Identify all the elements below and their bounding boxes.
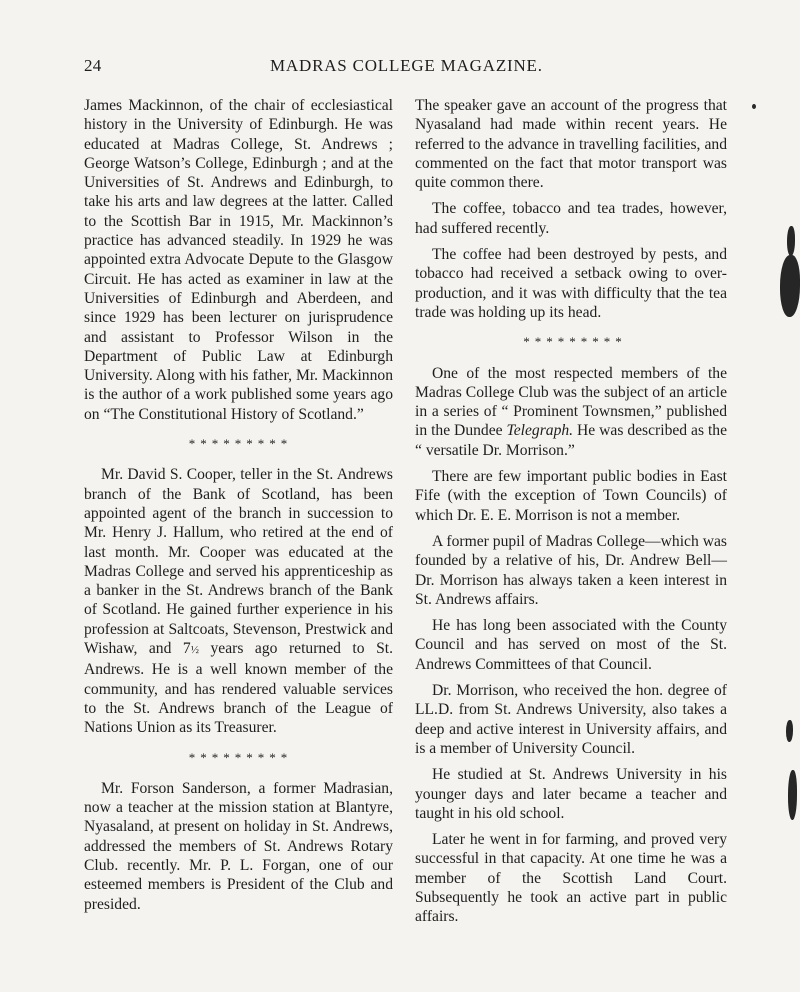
left-column bbox=[84, 96, 393, 914]
page-number: 24 bbox=[84, 56, 102, 75]
running-title: MADRAS COLLEGE MAGAZINE. bbox=[270, 56, 543, 75]
sanderson-paragraph: Mr. Forson Sanderson, a former Madrasian, now a teacher at the mission station at Blantyre, Nyasaland, at present on holiday in St. Andrews, addressed the members of St. Andrews Rotary Club. recently. Mr. P. L. Forgan, one of our esteemed members is President of the Club and presided. bbox=[84, 779, 393, 913]
binding-mark bbox=[788, 770, 797, 820]
cooper-text-end: years ago returned to St. Andrews. He is a well known member of the community, and has rendered valuable services to the St. Andrews branch of the League of Nations Union as its Treasurer. bbox=[84, 640, 393, 737]
public-bodies-paragraph: There are few important public bodies in East Fife (with the exception of Town Councils) of which Dr. E. E. Morrison is not a member. bbox=[415, 468, 727, 524]
ink-speck bbox=[752, 104, 756, 109]
cooper-text-start: Mr. David S. Cooper, teller in the St. Andrews branch of the Bank of Scotland, has been appointed agent of the branch in succession to Mr. Henry J. Hallum, who retired at the end of last month. Mr. Cooper was educated at the Madras College and served his apprenticeship as a banker in the St. Andrews branch of the Bank of Scotland. He gained further experience in his profession at Saltcoats, Stevenson, Prestwick and Wishaw, and 7 bbox=[84, 466, 393, 658]
section-separator: ********* bbox=[523, 334, 627, 350]
fraction-half: ½ bbox=[190, 644, 199, 657]
newspaper-title: Telegraph. bbox=[506, 422, 574, 440]
morrison-intro-end: He was described as the “ versatile Dr. Morrison.” bbox=[415, 422, 727, 459]
morrison-intro-paragraph bbox=[415, 364, 727, 460]
binding-mark bbox=[786, 720, 793, 742]
section-separator: ********* bbox=[188, 749, 293, 765]
county-council-paragraph: He has long been associated with the County Council and has served on most of the St. Andrews Committees of that Council. bbox=[415, 617, 727, 673]
section-separator: ********* bbox=[188, 436, 293, 452]
right-column bbox=[415, 96, 727, 927]
former-pupil-paragraph: A former pupil of Madras College—which was founded by a relative of his, Dr. Andrew Bell—Dr. Morrison has always taken a keen interest in St. Andrews affairs. bbox=[415, 532, 727, 608]
binding-mark bbox=[787, 226, 795, 256]
binding-mark bbox=[780, 255, 800, 317]
cooper-paragraph bbox=[84, 465, 393, 737]
farming-paragraph: Later he went in for farming, and proved very successful in that capacity. At one time he was a member of the Scottish Land Court. Subsequently he took an active part in public affairs. bbox=[415, 831, 727, 926]
coffee-paragraph: The coffee had been destroyed by pests, and tobacco had received a setback owing to over-production, and it was with difficulty that the tea trade was holding up its head. bbox=[415, 246, 727, 321]
trades-paragraph: The coffee, tobacco and tea trades, however, had suffered recently. bbox=[415, 200, 727, 237]
mackinnon-paragraph: James Mackinnon, of the chair of ecclesiastical history in the University of Edinburgh. He was educated at Madras College, St. Andrews ; George Watson’s College, Edinburgh ; and at the Universities of St. Andrews and Edinburgh, to take his arts and law degrees at the latter. Called to the Scottish Bar in 1915, Mr. Mackinnon’s practice has advanced steadily. In 1929 he was appointed extra Advocate Depute to the Glasgow Circuit. He has acted as examiner in law at the Universities of Edinburgh and Aberdeen, and since 1929 has been lecturer on jurisprudence and assistant to Professor Wilson in the Department of Public Law at Edinburgh University. Along with his father, Mr. Mackinnon is the author of a work published some years ago on “The Constitutional History of Scotland.” bbox=[84, 97, 393, 423]
page-header bbox=[84, 56, 784, 80]
nyasaland-paragraph: The speaker gave an account of the progress that Nyasaland had made within recent years. He referred to the advance in travelling facilities, and commented on the fact that motor transport was quite common there. bbox=[415, 97, 727, 192]
morrison-intro-start: One of the most respected members of the Madras College Club was the subject of an article in a series of “ Prominent Townsmen,” published in the Dundee bbox=[415, 364, 727, 440]
university-paragraph: Dr. Morrison, who received the hon. degree of LL.D. from St. Andrews University, also takes a deep and active interest in University affairs, and is a member of University Council. bbox=[415, 682, 727, 757]
studies-paragraph: He studied at St. Andrews University in his younger days and later became a teacher and taught in his old school. bbox=[415, 766, 727, 822]
